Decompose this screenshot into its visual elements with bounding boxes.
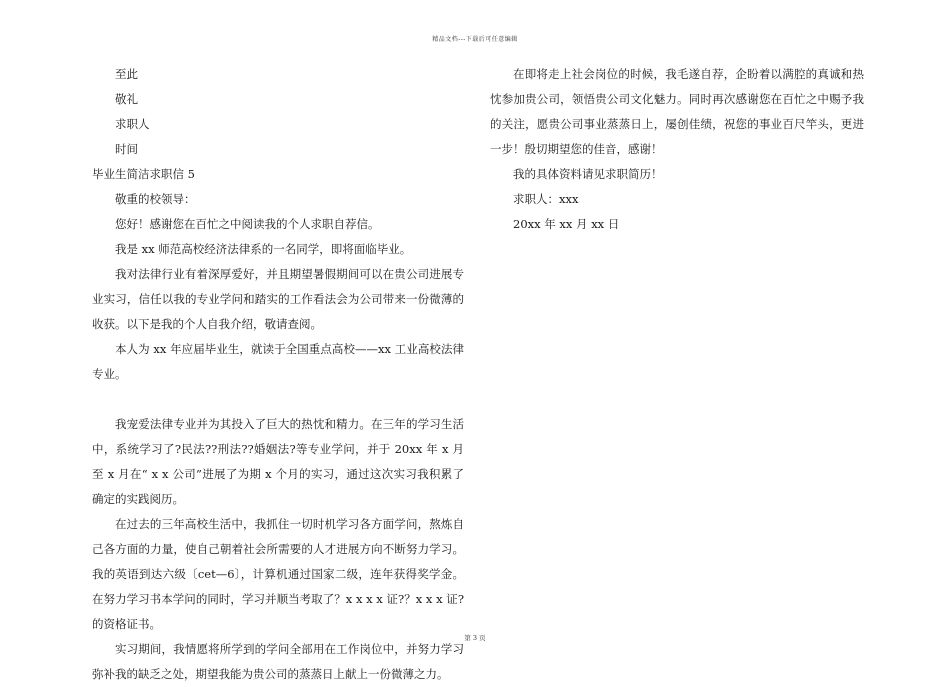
left-column (92, 62, 464, 687)
body-paragraph: 我是 xx 师范高校经济法律系的一名同学，即将面临毕业。 (115, 242, 412, 256)
body-paragraph: 本人为 xx 年应届毕业生，就读于全国重点高校——xx 工业高校法律专业。 (92, 342, 464, 381)
body-paragraph: 在即将走上社会岗位的时候，我毛遂自荐，企盼着以满腔的真诚和热忱参加贵公司，领悟贵公司文化魅力。同时再次感谢您在百忙之中赐予我的关注，愿贵公司事业蒸蒸日上，屡创佳绩，祝您的事业百尺竿头，更进一步！殷切期望您的佳音，感谢！ (490, 67, 864, 156)
signature-date: 20xx 年 xx 月 xx 日 (513, 217, 620, 231)
body-paragraph: 在过去的三年高校生活中，我抓住一切时机学习各方面学问，熬炼自己各方面的力量，使自己朝着社会所需要的人才进展方向不断努力学习。我的英语到达六级〔cet—6〕，计算机通过国家二级，连年获得奖学金。在努力学习书本学问的同时，学习并顺当考取了？x x x x 证?？x x x 证?的资格证书。 (92, 517, 464, 631)
body-paragraph: 我对法律行业有着深厚爱好，并且期望暑假期间可以在贵公司进展专业实习，信任以我的专业学问和踏实的工作看法会为公司带来一份微薄的收获。以下是我的个人自我介绍，敬请查阅。 (92, 267, 464, 331)
letter-title: 毕业生简洁求职信 5 (92, 167, 195, 181)
closing-line: 时间 (115, 142, 138, 156)
salutation: 敬重的校领导： (115, 192, 196, 206)
closing-line: 求职人 (115, 117, 150, 131)
paragraph-gap (92, 387, 464, 412)
body-paragraph: 我宠爱法律专业并为其投入了巨大的热忱和精力。在三年的学习生活中，系统学习了?民法??刑法??婚姻法?等专业学问，并于 20xx 年 x 月至 x 月在“ x x 公司”进展了为期 x 个月的实习，通过这次实习我积累了确定的实践阅历。 (92, 417, 464, 506)
body-paragraph: 实习期间，我情愿将所学到的学问全部用在工作岗位中，并努力学习弥补我的缺乏之处，期望我能为贵公司的蒸蒸日上献上一份微薄之力。 (92, 642, 464, 681)
page-header: 精品文档---下载后可任意编辑 (432, 36, 518, 43)
body-paragraph: 我的具体资料请见求职简历！ (513, 167, 663, 181)
closing-line: 敬礼 (115, 92, 138, 106)
closing-line: 至此 (115, 67, 138, 81)
signature-name: 求职人：xxx (513, 192, 579, 206)
body-paragraph: 您好！感谢您在百忙之中阅读我的个人求职自荐信。 (115, 217, 380, 231)
right-column (490, 62, 864, 237)
page-number: 第 3 页 (464, 634, 486, 642)
